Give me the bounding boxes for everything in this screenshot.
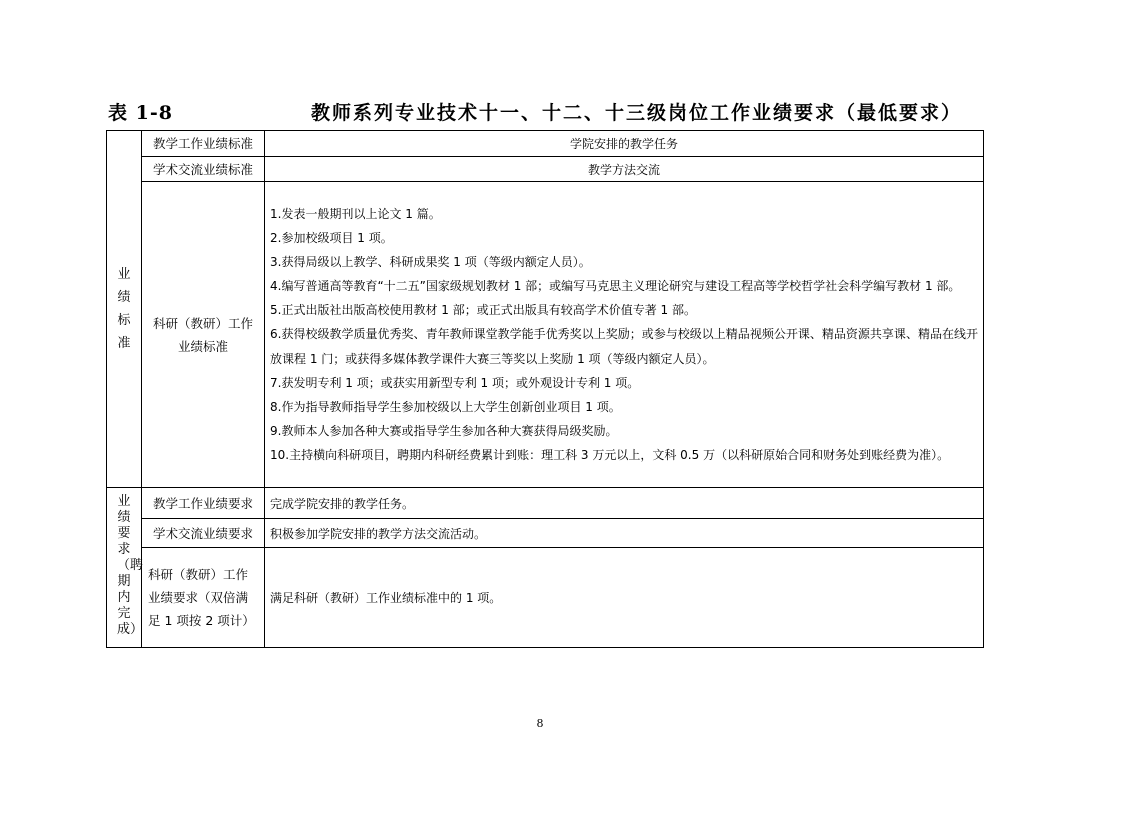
list-item: 7.获发明专利 1 项；或获实用新型专利 1 项；或外观设计专利 1 项。	[270, 375, 640, 390]
list-item: 10.主持横向科研项目，聘期内科研经费累计到账：理工科 3 万元以上，文科 0.5 万（以科研原始合同和财务处到账经费为准）。	[270, 447, 950, 462]
list-item: 4.编写普通高等教育“十二五”国家级规划教材 1 部；或编写马克思主义理论研究与建设工程高等学校哲学社会科学编写教材 1 部。	[270, 279, 961, 294]
table-row	[107, 157, 984, 182]
list-item: 6.获得校级教学质量优秀奖、青年教师课堂教学能手优秀奖以上奖励；或参与校级以上精品视频公开课、精品资源共享课、精品在线开放课程 1 门；或获得多媒体教学课件大赛三等奖以上奖励 1 项（等级内额定人员）。	[270, 327, 978, 366]
list-item: 3.获得局级以上教学、科研成果奖 1 项（等级内额定人员）。	[270, 255, 591, 270]
teaching-standard-category: 教学工作业绩标准	[142, 131, 265, 157]
requirements-table	[106, 130, 984, 648]
teaching-standard-content: 学院安排的教学任务	[265, 131, 984, 157]
table-title-row	[108, 98, 982, 128]
table-row	[107, 548, 984, 648]
list-item: 9.教师本人参加各种大赛或指导学生参加各种大赛获得局级奖励。	[270, 423, 618, 438]
research-standard-items	[265, 182, 984, 488]
page-number: 8	[536, 717, 544, 730]
exchange-standard-content: 教学方法交流	[265, 157, 984, 182]
research-standard-category: 科研（教研）工作业绩标准	[142, 182, 265, 488]
table-row	[107, 182, 984, 488]
list-item: 2.参加校级项目 1 项。	[270, 231, 393, 246]
exchange-requirement-category: 学术交流业绩要求	[142, 519, 265, 548]
exchange-requirement-content: 积极参加学院安排的教学方法交流活动。	[265, 519, 984, 548]
exchange-standard-category: 学术交流业绩标准	[142, 157, 265, 182]
teaching-requirement-content: 完成学院安排的教学任务。	[265, 488, 984, 519]
table-row	[107, 519, 984, 548]
requirements-group-label: 业绩要求（聘期内完成）	[117, 494, 144, 637]
list-item: 5.正式出版社出版高校使用教材 1 部；或正式出版具有较高学术价值专著 1 部。	[270, 303, 696, 318]
list-item: 8.作为指导教师指导学生参加校级以上大学生创新创业项目 1 项。	[270, 399, 621, 414]
standards-group-label: 业绩标准	[117, 267, 131, 351]
table-title: 教师系列专业技术十一、十二、十三级岗位工作业绩要求（最低要求）	[311, 102, 963, 124]
table-id: 表 1-8	[108, 102, 173, 124]
list-item: 1.发表一般期刊以上论文 1 篇。	[270, 206, 441, 221]
research-requirement-category: 科研（教研）工作业绩要求（双倍满足 1 项按 2 项计）	[142, 548, 265, 648]
research-requirement-content: 满足科研（教研）工作业绩标准中的 1 项。	[265, 548, 984, 648]
teaching-requirement-category: 教学工作业绩要求	[142, 488, 265, 519]
table-row	[107, 488, 984, 519]
requirements-group-cell	[107, 488, 142, 648]
standards-group-cell	[107, 131, 142, 488]
table-row	[107, 131, 984, 157]
